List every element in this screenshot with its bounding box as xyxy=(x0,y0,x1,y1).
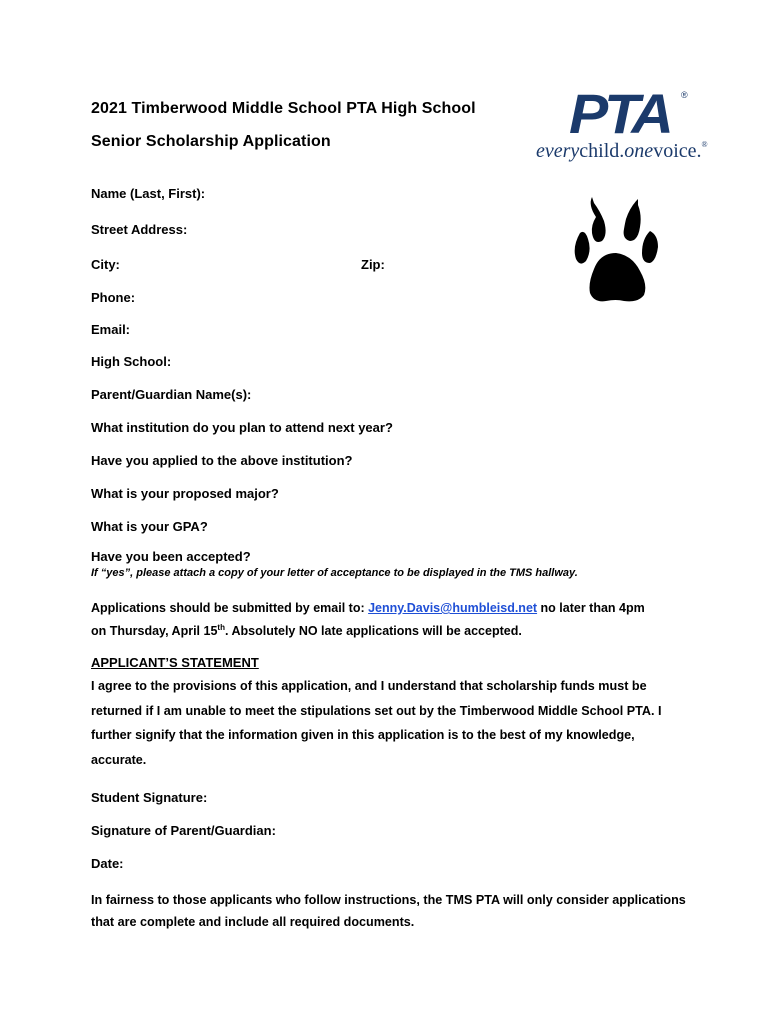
tagline-child: child. xyxy=(579,140,625,162)
major-question: What is your proposed major? xyxy=(91,486,279,501)
submission-email-link[interactable]: Jenny.Davis@humbleisd.net xyxy=(368,601,538,615)
zip-label: Zip: xyxy=(361,257,385,272)
parent-signature-label: Signature of Parent/Guardian: xyxy=(91,823,276,838)
parent-guardian-label: Parent/Guardian Name(s): xyxy=(91,387,252,402)
pta-logo-registered-mark: ® xyxy=(681,90,688,100)
submission-deadline: no later than 4pm on Thursday, April 15 xyxy=(91,601,645,639)
accepted-question: Have you been accepted? xyxy=(91,549,251,564)
email-label: Email: xyxy=(91,322,131,337)
applicant-statement-body: I agree to the provisions of this application, and I understand that scholarship funds must be returned if I am unable to meet the stipulations set out by the Timberwood Middle School PTA. I further signify that the information given in this application is to the best of my knowledge, accurate. xyxy=(91,679,662,768)
institution-question: What institution do you plan to attend next year? xyxy=(91,420,393,435)
high-school-label: High School: xyxy=(91,354,172,369)
submission-prefix: Applications should be submitted by email to: xyxy=(91,601,369,615)
street-address-label: Street Address: xyxy=(91,222,188,237)
date-label: Date: xyxy=(91,856,124,871)
submission-superscript: th xyxy=(217,623,225,632)
tagline-voice: voice. xyxy=(653,140,702,162)
tagline-every: every xyxy=(536,140,580,162)
name-field-label: Name (Last, First): xyxy=(91,186,206,201)
paw-print-icon xyxy=(570,195,662,305)
pta-logo-wordmark: PTA xyxy=(569,82,670,145)
acceptance-letter-note: If “yes”, please attach a copy of your letter of acceptance to be displayed in the TMS hallway. xyxy=(91,567,578,579)
submission-suffix: . Absolutely NO late applications will be accepted. xyxy=(224,624,522,639)
applied-question: Have you applied to the above institution? xyxy=(91,453,353,468)
tagline-registered-mark: ® xyxy=(701,140,708,149)
phone-label: Phone: xyxy=(91,290,136,305)
pta-logo-tagline xyxy=(536,140,708,163)
applicant-statement-heading: APPLICANT’S STATEMENT xyxy=(91,655,259,670)
gpa-question: What is your GPA? xyxy=(91,519,208,534)
page-title: 2021 Timberwood Middle School PTA High School Senior Scholarship Application xyxy=(91,100,476,150)
submission-instructions xyxy=(91,598,651,641)
fairness-statement: In fairness to those applicants who follow instructions, the TMS PTA will only consider applications that are complete and include all required documents. xyxy=(91,893,686,929)
tagline-one: one xyxy=(624,140,654,162)
student-signature-label: Student Signature: xyxy=(91,790,208,805)
city-label: City: xyxy=(91,257,120,272)
pta-logo xyxy=(533,82,723,172)
